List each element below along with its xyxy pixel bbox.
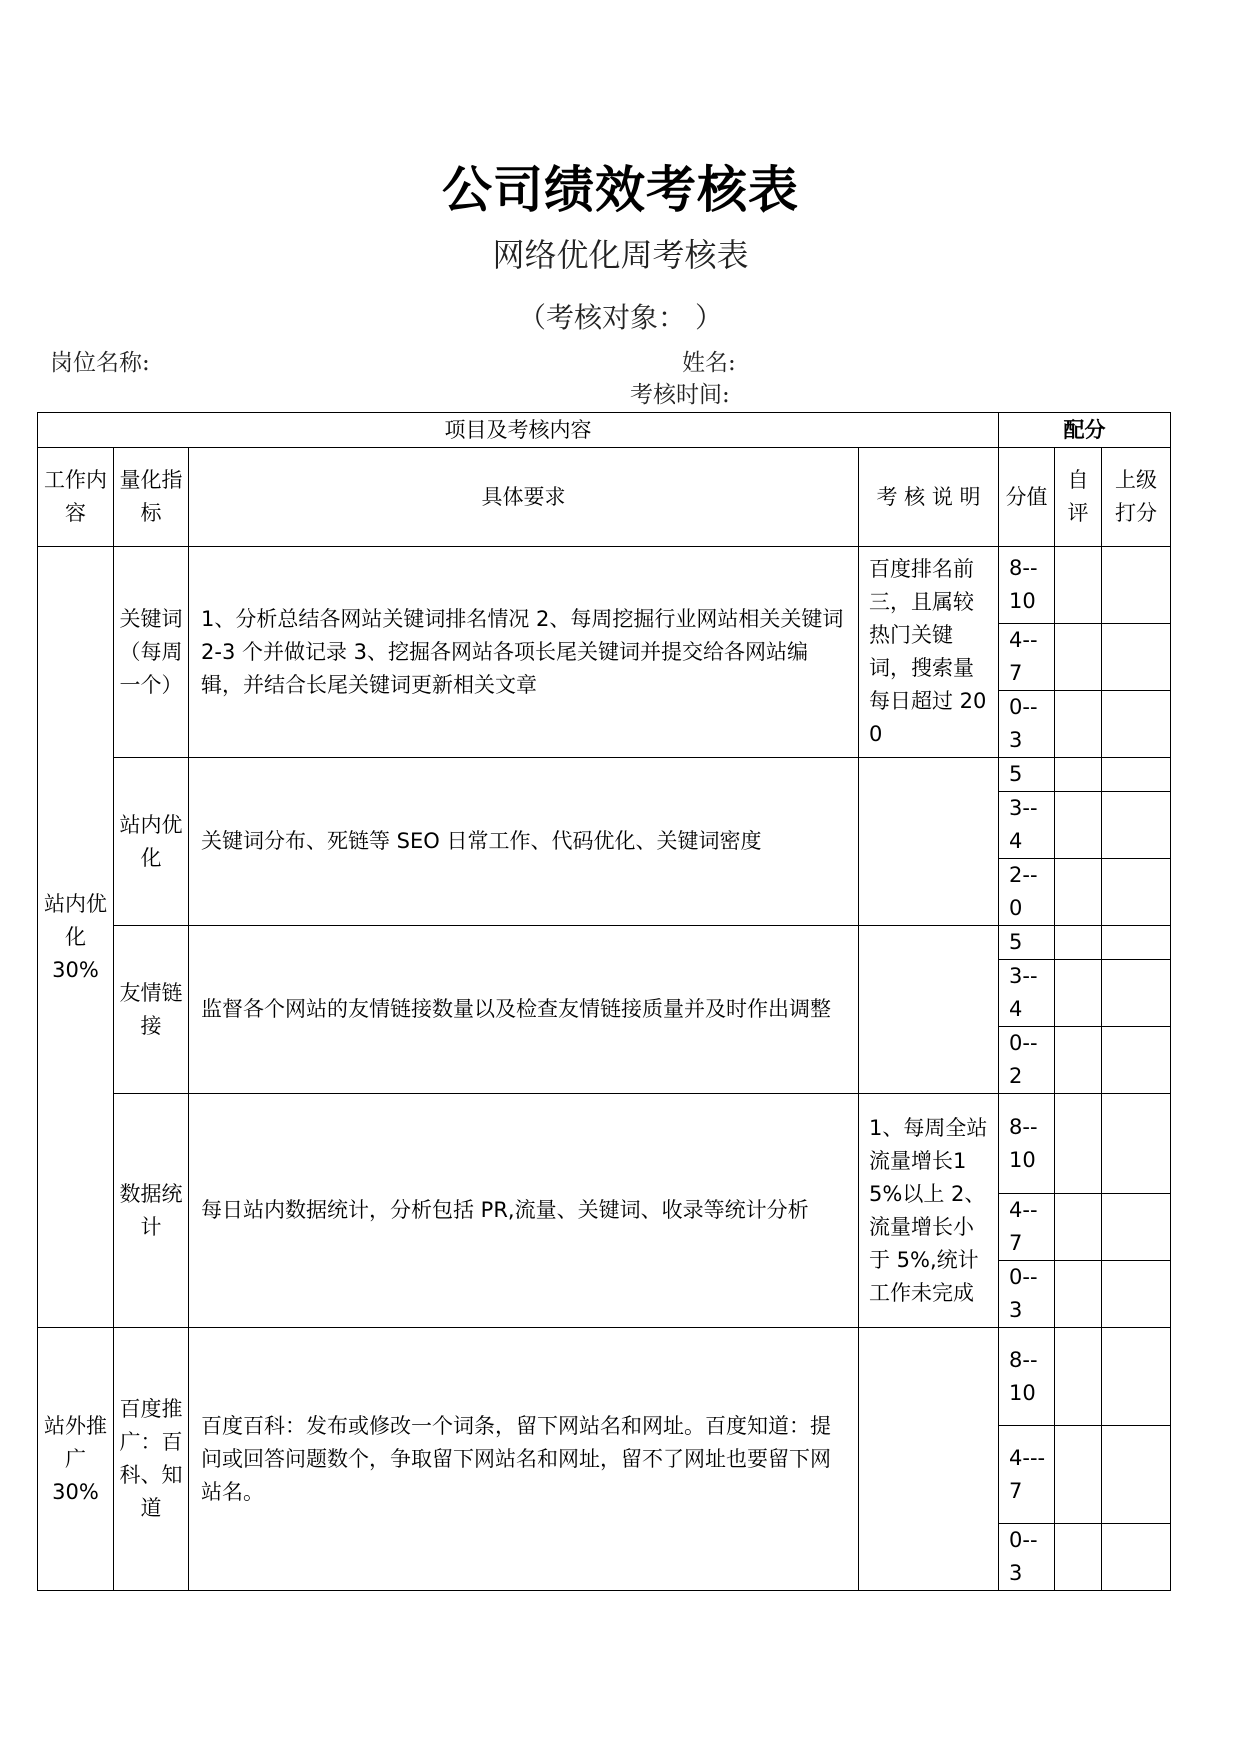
col-note: 考 核 说 明 bbox=[859, 448, 999, 547]
score-value-cell: 5 bbox=[999, 758, 1055, 792]
col-boss: 上级打分 bbox=[1102, 448, 1171, 547]
supervisor-score-cell[interactable] bbox=[1102, 691, 1171, 758]
score-value-cell: 4--7 bbox=[999, 624, 1055, 691]
note-cell bbox=[859, 1328, 999, 1591]
score-row bbox=[38, 547, 1171, 624]
position-label: 岗位名称: bbox=[50, 350, 150, 376]
self-score-cell[interactable] bbox=[1055, 926, 1102, 960]
header-row-top bbox=[38, 413, 1171, 448]
self-score-cell[interactable] bbox=[1055, 1328, 1102, 1426]
score-value-cell: 5 bbox=[999, 926, 1055, 960]
work-content-percent: 30% bbox=[52, 1479, 99, 1504]
col-self: 自评 bbox=[1055, 448, 1102, 547]
supervisor-score-cell[interactable] bbox=[1102, 547, 1171, 624]
metric-cell: 百度推广：百科、知道 bbox=[114, 1328, 189, 1591]
score-value-cell: 0--2 bbox=[999, 1027, 1055, 1094]
score-value-cell: 8--10 bbox=[999, 1328, 1055, 1426]
metric-cell: 站内优化 bbox=[114, 758, 189, 926]
score-row bbox=[38, 926, 1171, 960]
score-row bbox=[38, 1328, 1171, 1426]
header-row-columns bbox=[38, 448, 1171, 547]
assessment-target: （考核对象： ） bbox=[518, 301, 723, 334]
supervisor-score-cell[interactable] bbox=[1102, 1524, 1171, 1591]
requirement-cell: 每日站内数据统计，分析包括 PR,流量、关键词、收录等统计分析 bbox=[189, 1094, 859, 1328]
note-cell: 百度排名前三，且属较热门关键词，搜索量每日超过 200 bbox=[859, 547, 999, 758]
supervisor-score-cell[interactable] bbox=[1102, 1426, 1171, 1524]
supervisor-score-cell[interactable] bbox=[1102, 1194, 1171, 1261]
supervisor-score-cell[interactable] bbox=[1102, 1027, 1171, 1094]
score-value-cell: 4--7 bbox=[999, 1194, 1055, 1261]
work-content-label: 站内优化 bbox=[44, 891, 107, 949]
self-score-cell[interactable] bbox=[1055, 691, 1102, 758]
score-value-cell: 8--10 bbox=[999, 547, 1055, 624]
time-label: 考核时间: bbox=[630, 382, 730, 408]
col-value: 分值 bbox=[999, 448, 1055, 547]
self-score-cell[interactable] bbox=[1055, 547, 1102, 624]
supervisor-score-cell[interactable] bbox=[1102, 960, 1171, 1027]
supervisor-score-cell[interactable] bbox=[1102, 1094, 1171, 1194]
name-label: 姓名: bbox=[682, 350, 736, 376]
col-requirement: 具体要求 bbox=[189, 448, 859, 547]
assessment-table bbox=[37, 412, 1171, 1591]
col-metric: 量化指标 bbox=[114, 448, 189, 547]
supervisor-score-cell[interactable] bbox=[1102, 758, 1171, 792]
metric-cell: 友情链接 bbox=[114, 926, 189, 1094]
score-value-cell: 0--3 bbox=[999, 1261, 1055, 1328]
supervisor-score-cell[interactable] bbox=[1102, 926, 1171, 960]
work-content-cell bbox=[38, 547, 114, 1328]
work-content-label: 站外推广 bbox=[44, 1413, 107, 1471]
header-project: 项目及考核内容 bbox=[38, 413, 999, 448]
score-value-cell: 8--10 bbox=[999, 1094, 1055, 1194]
page-subtitle: 网络优化周考核表 bbox=[492, 236, 749, 274]
requirement-cell: 百度百科：发布或修改一个词条，留下网站名和网址。百度知道：提问或回答问题数个，争取留下网站名和网址，留不了网址也要留下网站名。 bbox=[189, 1328, 859, 1591]
self-score-cell[interactable] bbox=[1055, 1094, 1102, 1194]
score-value-cell: 3--4 bbox=[999, 960, 1055, 1027]
supervisor-score-cell[interactable] bbox=[1102, 792, 1171, 859]
self-score-cell[interactable] bbox=[1055, 859, 1102, 926]
note-cell: 1、每周全站流量增长15%以上 2、流量增长小于 5%,统计工作未完成 bbox=[859, 1094, 999, 1328]
requirement-cell: 监督各个网站的友情链接数量以及检查友情链接质量并及时作出调整 bbox=[189, 926, 859, 1094]
self-score-cell[interactable] bbox=[1055, 1194, 1102, 1261]
supervisor-score-cell[interactable] bbox=[1102, 1328, 1171, 1426]
col-work-content: 工作内容 bbox=[38, 448, 114, 547]
metric-cell: 关键词（每周一个） bbox=[114, 547, 189, 758]
score-row bbox=[38, 1094, 1171, 1194]
self-score-cell[interactable] bbox=[1055, 1524, 1102, 1591]
score-value-cell: 0--3 bbox=[999, 691, 1055, 758]
page-title: 公司绩效考核表 bbox=[442, 161, 799, 219]
note-cell bbox=[859, 926, 999, 1094]
header-score: 配分 bbox=[999, 413, 1171, 448]
metric-cell: 数据统计 bbox=[114, 1094, 189, 1328]
self-score-cell[interactable] bbox=[1055, 792, 1102, 859]
score-row bbox=[38, 758, 1171, 792]
self-score-cell[interactable] bbox=[1055, 960, 1102, 1027]
self-score-cell[interactable] bbox=[1055, 1027, 1102, 1094]
supervisor-score-cell[interactable] bbox=[1102, 859, 1171, 926]
self-score-cell[interactable] bbox=[1055, 758, 1102, 792]
requirement-cell: 1、分析总结各网站关键词排名情况 2、每周挖掘行业网站相关关键词 2-3 个并做记录 3、挖掘各网站各项长尾关键词并提交给各网站编辑，并结合长尾关键词更新相关文章 bbox=[189, 547, 859, 758]
score-value-cell: 3--4 bbox=[999, 792, 1055, 859]
score-value-cell: 0--3 bbox=[999, 1524, 1055, 1591]
supervisor-score-cell[interactable] bbox=[1102, 624, 1171, 691]
self-score-cell[interactable] bbox=[1055, 624, 1102, 691]
score-value-cell: 2--0 bbox=[999, 859, 1055, 926]
work-content-percent: 30% bbox=[52, 957, 99, 982]
work-content-cell bbox=[38, 1328, 114, 1591]
supervisor-score-cell[interactable] bbox=[1102, 1261, 1171, 1328]
requirement-cell: 关键词分布、死链等 SEO 日常工作、代码优化、关键词密度 bbox=[189, 758, 859, 926]
note-cell bbox=[859, 758, 999, 926]
self-score-cell[interactable] bbox=[1055, 1426, 1102, 1524]
score-value-cell: 4---7 bbox=[999, 1426, 1055, 1524]
self-score-cell[interactable] bbox=[1055, 1261, 1102, 1328]
